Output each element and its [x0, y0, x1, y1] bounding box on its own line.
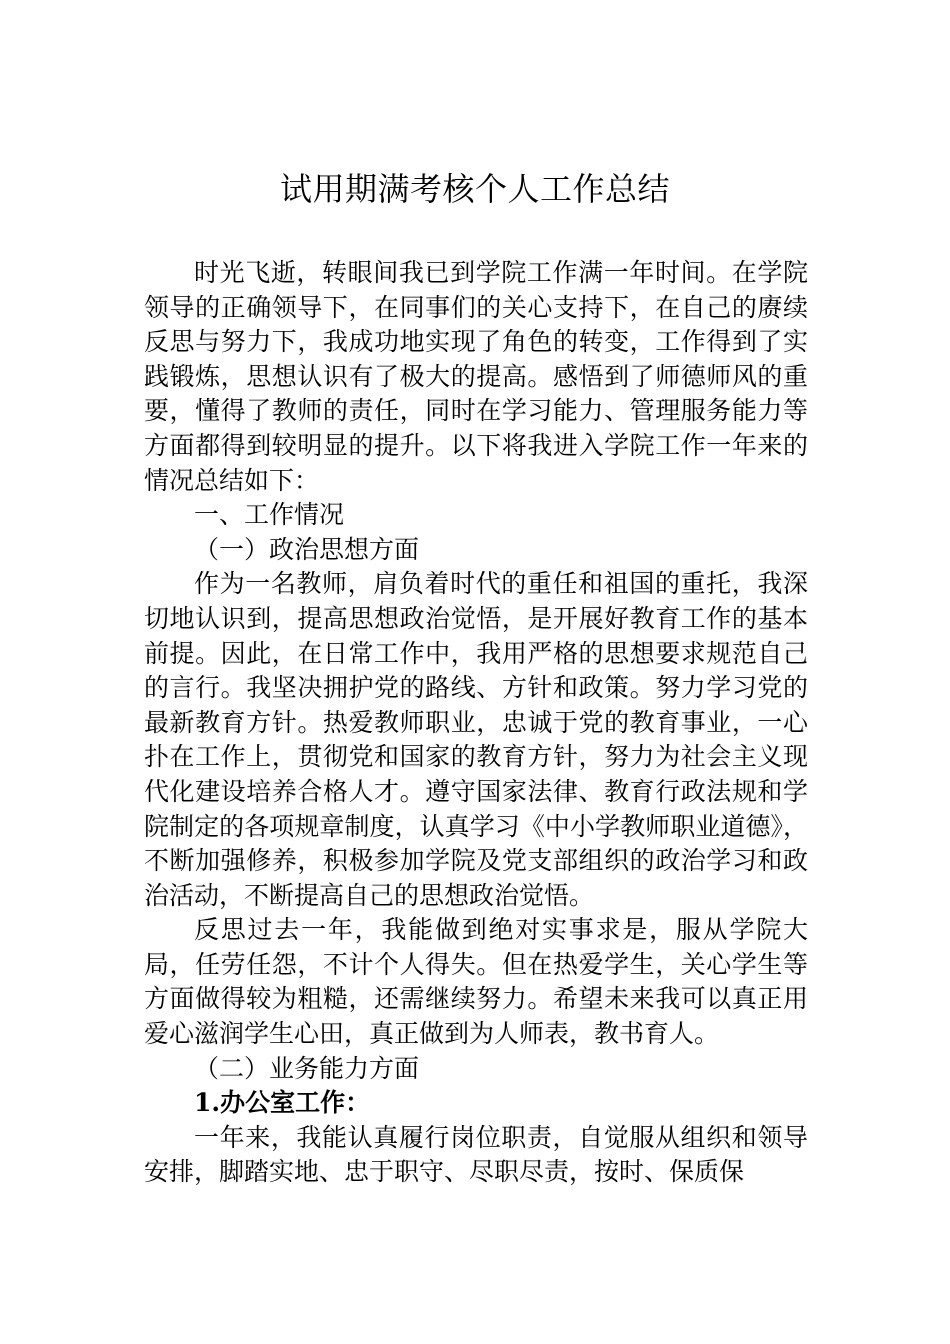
office-paragraph: 一年来，我能认真履行岗位职责，自觉服从组织和领导安排，脚踏实地、忠于职守、尽职尽责，按时、保质保	[144, 1122, 808, 1187]
political-paragraph: 作为一名教师，肩负着时代的重任和祖国的重托，我深切地认识到，提高思想政治觉悟，是开展好教育工作的基本前提。因此，在日常工作中，我用严格的思想要求规范自己的言行。我坚决拥护党的路线、方针和政策。努力学习党的最新教育方针。热爱教师职业，忠诚于党的教育事业，一心扑在工作上，贯彻党和国家的教育方针，努力为社会主义现代化建设培养合格人才。遵守国家法律、教育行政法规和学院制定的各项规章制度，认真学习《中小学教师职业道德》，不断加强修养，积极参加学院及党支部组织的政治学习和政治活动，不断提高自己的思想政治觉悟。	[144, 569, 808, 910]
reflection-paragraph: 反思过去一年，我能做到绝对实事求是，服从学院大局，任劳任怨，不计个人得失。但在热爱学生，关心学生等方面做得较为粗糙，还需继续努力。希望未来我可以真正用爱心滋润学生心田，真正做到为人师表，教书育人。	[144, 915, 808, 1049]
subsection-heading-political: （一）政治思想方面	[194, 534, 420, 564]
item-heading-office: 1.办公室工作：	[194, 1088, 371, 1118]
intro-paragraph: 时光飞逝，转眼间我已到学院工作满一年时间。在学院领导的正确领导下，在同事们的关心支持下，在自己的赓续反思与努力下，我成功地实现了角色的转变，工作得到了实践锻炼，思想认识有了极大的提高。感悟到了师德师风的重要，懂得了教师的责任，同时在学习能力、管理服务能力等方面都得到较明显的提升。以下将我进入学院工作一年来的情况总结如下：	[144, 258, 808, 495]
section-heading-work: 一、工作情况	[194, 500, 345, 530]
document-body	[144, 256, 808, 1190]
subsection-heading-ability: （二）业务能力方面	[194, 1053, 420, 1083]
document-title: 试用期满考核个人工作总结	[279, 170, 670, 208]
